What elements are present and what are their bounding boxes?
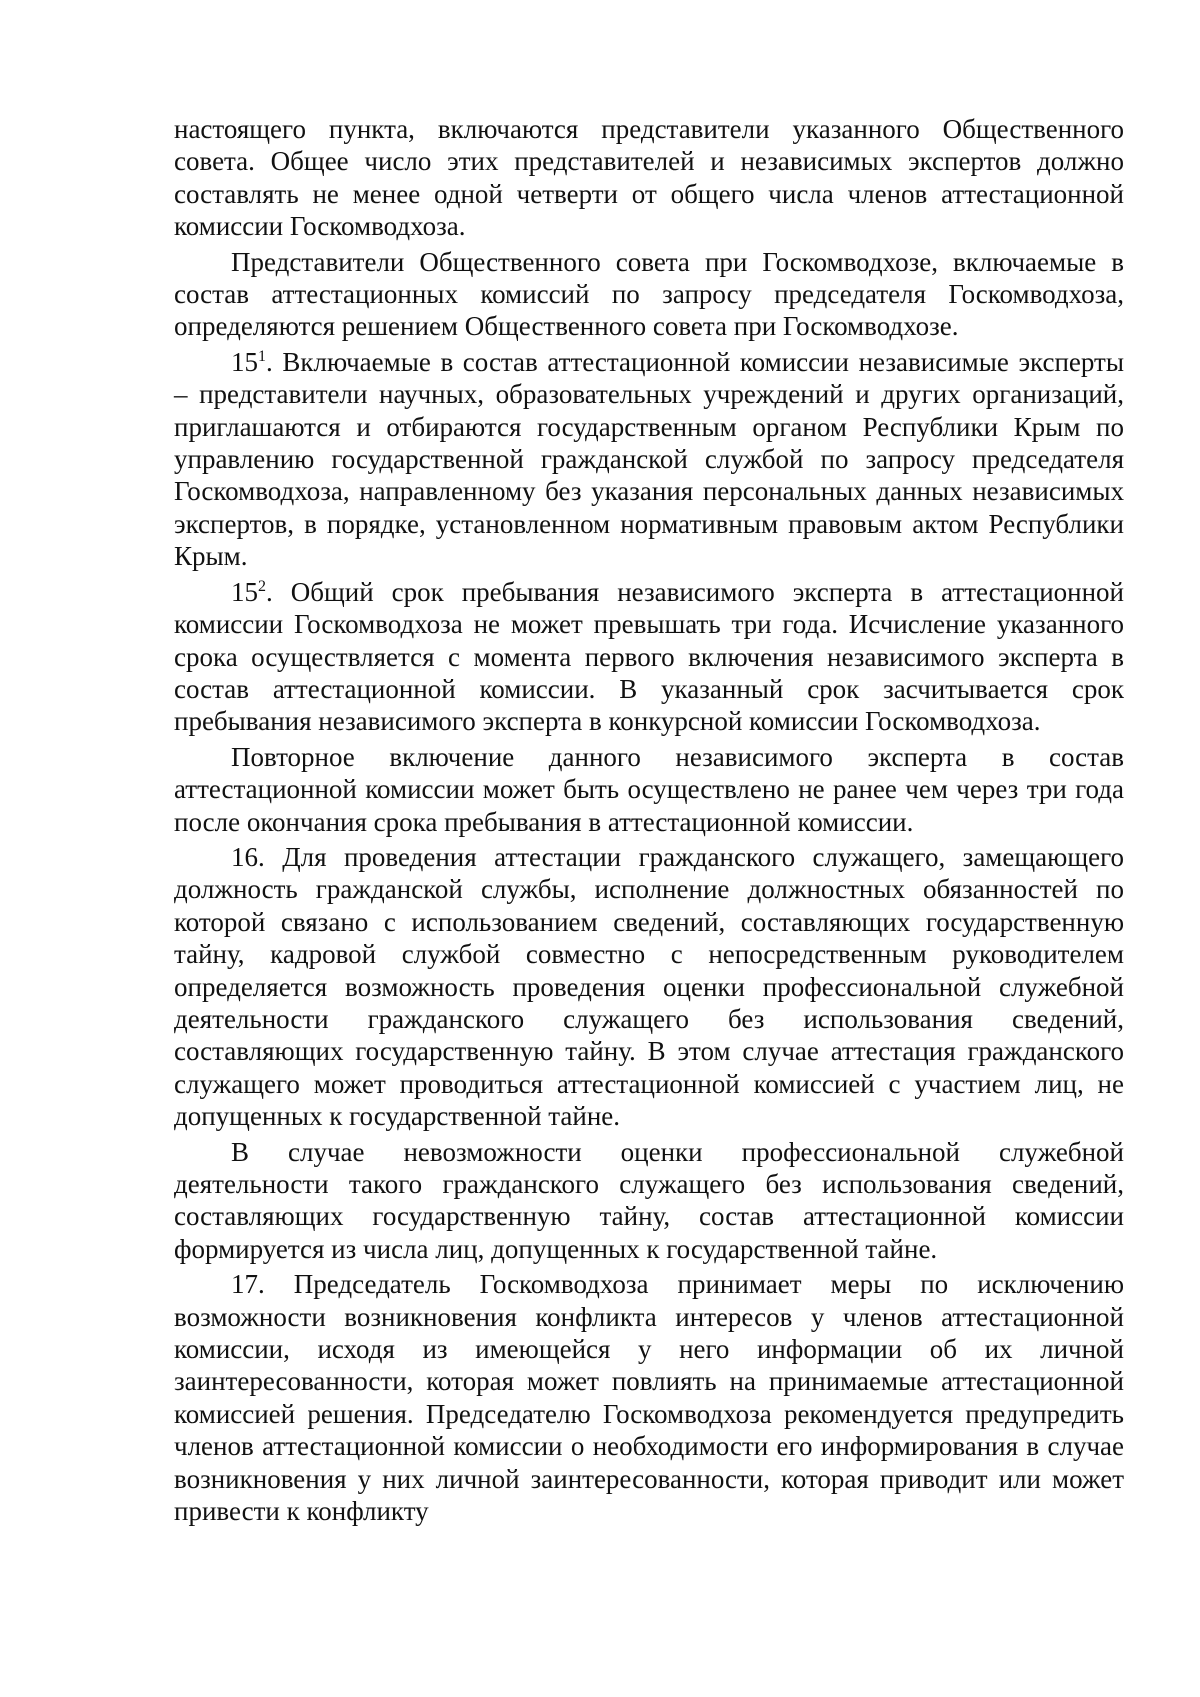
paragraph-17: 17. Председатель Госкомводхоза принимает меры по исключению возможности возникновения конфликта интересов у членов аттестационной комиссии, исходя из имеющейся у него информации об их личной заинтересованности, которая может повлиять на принимаемые аттестационной комиссией решения. Председателю Госкомводхоза рекомендуется предупредить членов аттестационной комиссии о необходимости его информирования в случае возникновения у них личной заинтересованности, которая приводит или может привести к конфликту xyxy=(174,1269,1124,1527)
paragraph-16: 16. Для проведения аттестации гражданского служащего, замещающего должность гражданской службы, исполнение должностных обязанностей по которой связано с использованием сведений, составляющих государственную тайну, кадровой службой совместно с непосредственным руководителем определяется возможность проведения оценки профессиональной служебной деятельности гражданского служащего без использования сведений, составляющих государственную тайну. В этом случае аттестация гражданского служащего может проводиться аттестационной комиссией с участием лиц, не допущенных к государственной тайне. xyxy=(174,841,1124,1132)
paragraph-repeat-inclusion: Повторное включение данного независимого эксперта в состав аттестационной комиссии может быть осуществлено не ранее чем через три года после окончания срока пребывания в аттестационной комиссии. xyxy=(174,741,1124,837)
clause-superscript: 2 xyxy=(258,577,266,595)
clause-text: . Общий срок пребывания независимого эксперта в аттестационной комиссии Госкомводхоза не может превышать три года. Исчисление указанного срока осуществляется с момента первого включения независимого эксперта в состав аттестационной комиссии. В указанный срок засчитывается срок пребывания независимого эксперта в конкурсной комиссии Госкомводхоза. xyxy=(174,576,1124,737)
clause-superscript: 1 xyxy=(258,347,266,365)
paragraph-continuation: настоящего пункта, включаются представители указанного Общественного совета. Общее число этих представителей и независимых экспертов должно составлять не менее одной четверти от общего числа членов аттестационной комиссии Госкомводхоза. xyxy=(174,114,1124,242)
clause-number: 15 xyxy=(231,346,258,377)
paragraph-public-council-representatives: Представители Общественного совета при Госкомводхозе, включаемые в состав аттестационных комиссий по запросу председателя Госкомводхоза, определяются решением Общественного совета при Госкомводхозе. xyxy=(174,246,1124,342)
paragraph-15-1 xyxy=(174,346,1124,573)
paragraph-15-2 xyxy=(174,576,1124,738)
clause-text: . Включаемые в состав аттестационной комиссии независимые эксперты – представители научных, образовательных учреждений и других организаций, приглашаются и отбираются государственным органом Республики Крым по управлению государственной гражданской службой по запросу председателя Госкомводхоза, направленному без указания персональных данных независимых экспертов, в порядке, установленном нормативным правовым актом Республики Крым. xyxy=(174,346,1124,572)
document-page xyxy=(174,113,1124,1530)
paragraph-impossibility-case: В случае невозможности оценки профессиональной служебной деятельности такого гражданского служащего без использования сведений, составляющих государственную тайну, состав аттестационной комиссии формируется из числа лиц, допущенных к государственной тайне. xyxy=(174,1136,1124,1264)
clause-number: 15 xyxy=(231,576,258,607)
